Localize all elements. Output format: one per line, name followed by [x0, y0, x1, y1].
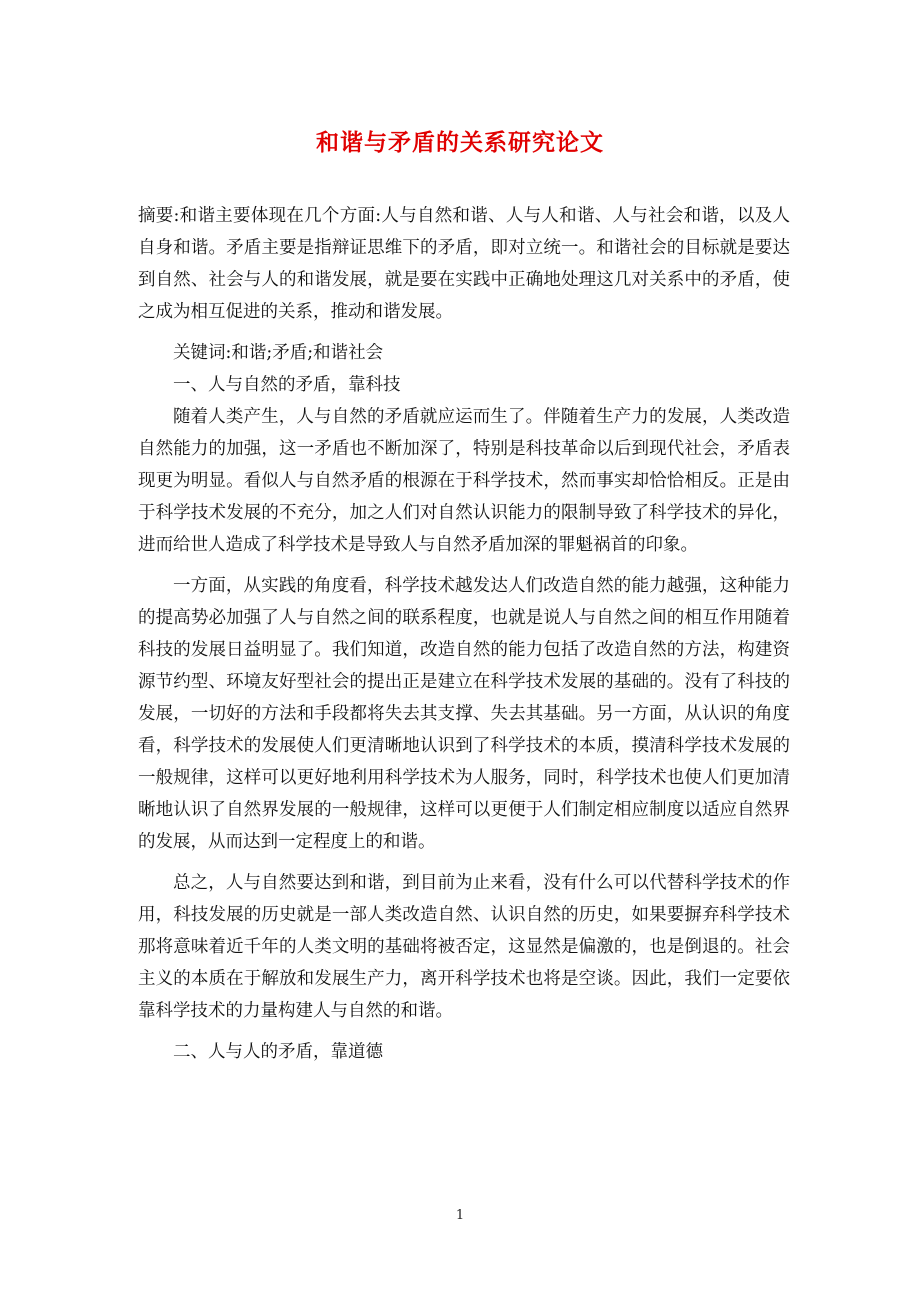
body-paragraph-2: 一方面，从实践的角度看，科学技术越发达人们改造自然的能力越强，这种能力的提高势必加强了人与自然之间的联系程度，也就是说人与自然之间的相互作用随着科技的发展日益明显了。我们知道，改造自然的能力包括了改造自然的方法，构建资源节约型、环境友好型社会的提出正是建立在科学技术发展的基础的。没有了科技的发展，一切好的方法和手段都将失去其支撑、失去其基础。另一方面，从认识的角度看，科学技术的发展使人们更清晰地认识到了科学技术的本质，摸清科学技术发展的一般规律，这样可以更好地利用科学技术为人服务，同时，科学技术也使人们更加清晰地认识了自然界发展的一般规律，这样可以更便于人们制定相应制度以适应自然界的发展，从而达到一定程度上的和谐。	[138, 576, 790, 852]
keywords-line: 关键词:和谐;矛盾;和谐社会	[173, 343, 384, 363]
body-paragraph-1: 随着人类产生，人与自然的矛盾就应运而生了。伴随着生产力的发展，人类改造自然能力的加强，这一矛盾也不断加深了，特别是科技革命以后到现代社会，矛盾表现更为明显。看似人与自然矛盾的根源在于科学技术，然而事实却恰恰相反。正是由于科学技术发展的不充分，加之人们对自然认识能力的限制导致了科学技术的异化，进而给世人造成了科学技术是导致人与自然矛盾加深的罪魁祸首的印象。	[138, 407, 790, 555]
page-number: 1	[455, 1208, 465, 1223]
section-heading-2: 二、人与人的矛盾，靠道德	[173, 1042, 383, 1062]
abstract-paragraph: 摘要:和谐主要体现在几个方面:人与自然和谐、人与人和谐、人与社会和谐，以及人自身和谐。矛盾主要是指辩证思维下的矛盾，即对立统一。和谐社会的目标就是要达到自然、社会与人的和谐发展，就是要在实践中正确地处理这几对关系中的矛盾，使之成为相互促进的关系，推动和谐发展。	[138, 206, 790, 322]
document-body	[138, 200, 790, 1077]
section-heading-1: 一、人与自然的矛盾，靠科技	[173, 375, 401, 395]
document-title: 和谐与矛盾的关系研究论文	[316, 129, 604, 156]
body-paragraph-3: 总之，人与自然要达到和谐，到目前为止来看，没有什么可以代替科学技术的作用，科技发展的历史就是一部人类改造自然、认识自然的历史，如果要摒弃科学技术那将意味着近千年的人类文明的基础将被否定，这显然是偏激的，也是倒退的。社会主义的本质在于解放和发展生产力，离开科学技术也将是空谈。因此，我们一定要依靠科学技术的力量构建人与自然的和谐。	[138, 873, 790, 1021]
